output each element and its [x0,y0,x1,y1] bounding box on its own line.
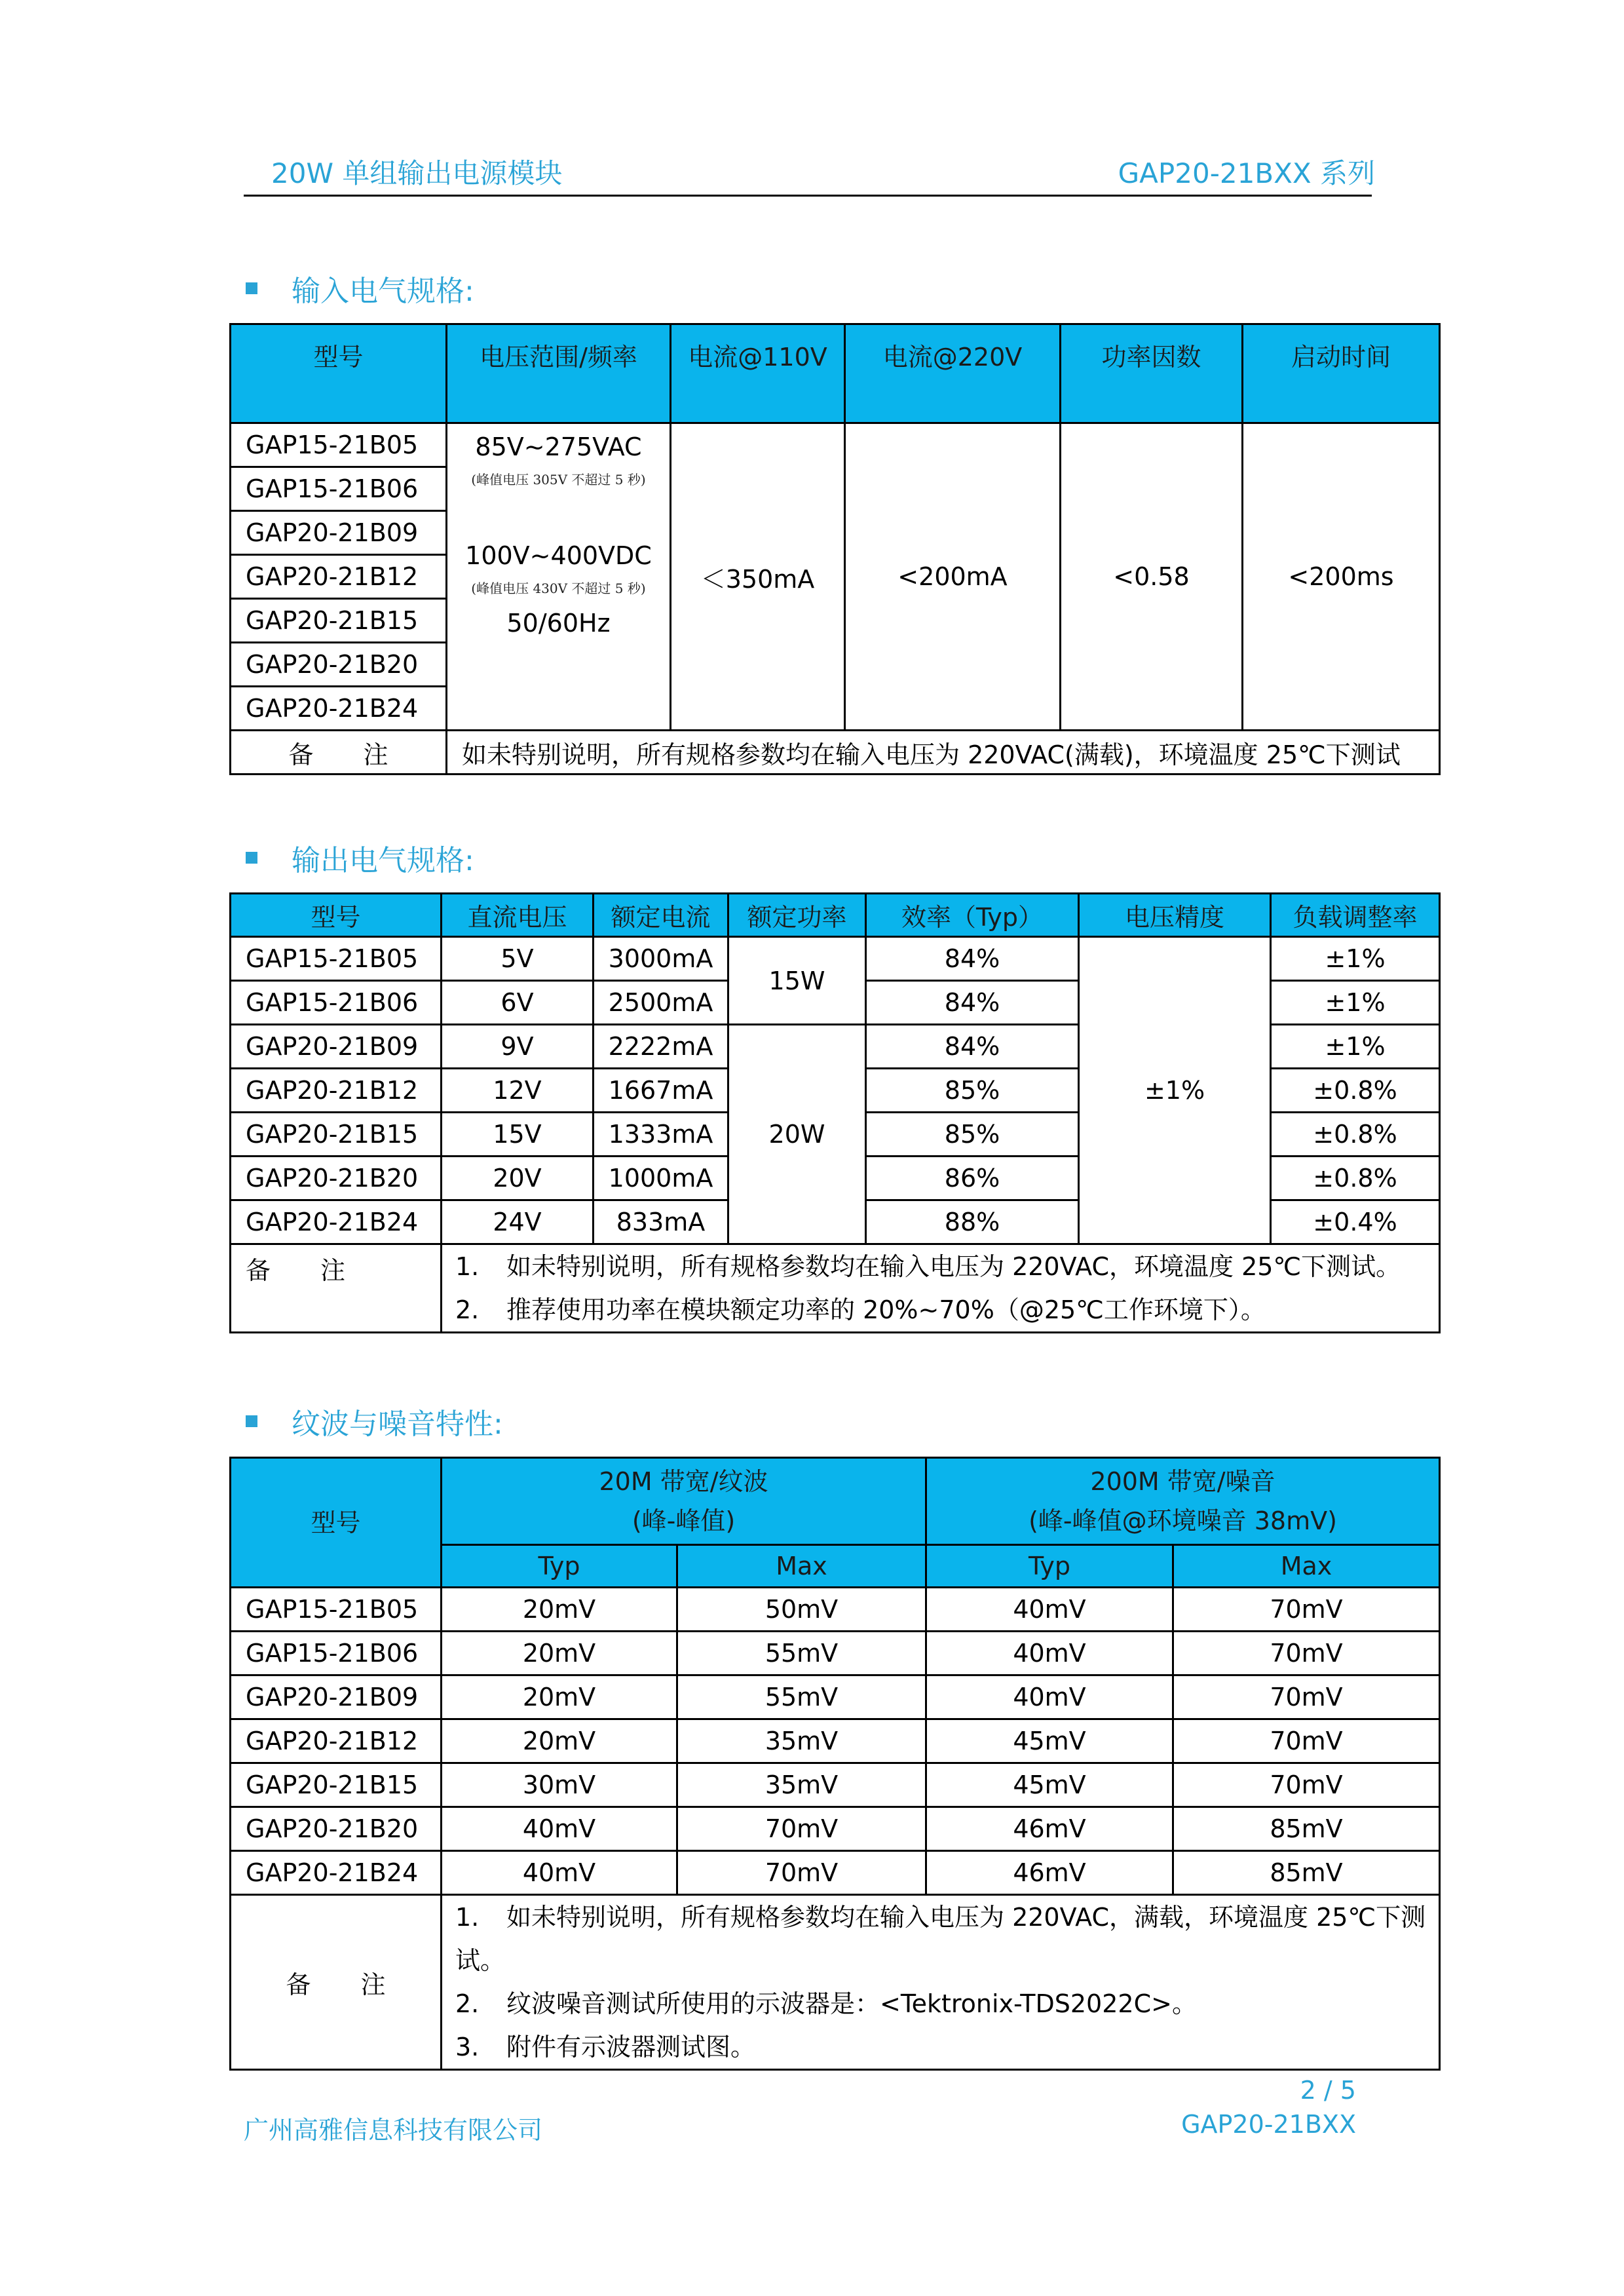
sub-header-noise-max: Max [1173,1545,1440,1588]
ripple-max-cell: 55mV [677,1632,926,1675]
voltage-cell: 5V [442,937,594,981]
remark-list: 1. 如未特别说明，所有规格参数均在输入电压为 220VAC，满载，环境温度 25℃下测试。 2. 纹波噪音测试所使用的示波器是：<Tektronix-TDS2022C>。 3. 附件有示波器测试图。 [442,1895,1440,2070]
model-cell: GAP20-21B15 [231,1113,442,1157]
current-cell: 3000mA [594,937,728,981]
noise-typ-cell: 40mV [926,1588,1173,1632]
voltage-accuracy-cell: ±1% [1079,937,1271,1244]
table-row [231,1763,1440,1807]
remark-item: 如未特别说明，所有规格参数均在输入电压为 220VAC，满载，环境温度 25℃下测试。 [455,1903,1426,1975]
noise-typ-cell: 46mV [926,1807,1173,1851]
efficiency-cell: 86% [866,1157,1079,1200]
col-header-model: 型号 [231,894,442,937]
model-cell: GAP20-21B12 [231,1719,442,1763]
ripple-max-cell: 70mV [677,1851,926,1895]
footer-page-number: 2 / 5 [1300,2076,1356,2105]
current-cell: 833mA [594,1200,728,1244]
model-cell: GAP15-21B05 [231,937,442,981]
model-cell: GAP15-21B05 [231,423,447,467]
col-header-voltage-accuracy: 电压精度 [1079,894,1271,937]
load-reg-cell: ±1% [1271,937,1440,981]
section-ripple-title [246,1400,503,1442]
efficiency-cell: 84% [866,1025,1079,1069]
voltage-dc-note: (峰值电压 430V 不超过 5 秒) [471,581,646,596]
startup-time-cell: <200ms [1243,423,1440,731]
col-header-rated-power: 额定功率 [728,894,866,937]
remark-label: 备 注 [231,1244,442,1333]
footer-company: 广州高雅信息科技有限公司 [244,2116,543,2145]
model-cell: GAP20-21B12 [231,555,447,599]
col-header-noise: 200M 带宽/噪音 (峰-峰值@环境噪音 38mV) [926,1458,1440,1545]
load-reg-cell: ±1% [1271,1025,1440,1069]
load-reg-cell: ±0.8% [1271,1157,1440,1200]
voltage-cell: 20V [442,1157,594,1200]
noise-typ-cell: 40mV [926,1675,1173,1719]
current-cell: 1667mA [594,1069,728,1113]
remark-item: 附件有示波器测试图。 [506,2033,756,2061]
footer-model: GAP20-21BXX [1181,2110,1356,2139]
voltage-cell: 6V [442,981,594,1025]
efficiency-cell: 85% [866,1113,1079,1157]
col-header-load-regulation: 负载调整率 [1271,894,1440,937]
col-header-dc-voltage: 直流电压 [442,894,594,937]
load-reg-cell: ±1% [1271,981,1440,1025]
ripple-typ-cell: 20mV [442,1719,677,1763]
model-cell: GAP20-21B12 [231,1069,442,1113]
model-cell: GAP20-21B24 [231,1200,442,1244]
table-row [231,1807,1440,1851]
col-header-current-110: 电流@110V [671,324,845,423]
col-header-voltage-range: 电压范围/频率 [447,324,671,423]
col-header-model: 型号 [231,324,447,423]
col-header-model: 型号 [231,1458,442,1588]
ripple-typ-cell: 40mV [442,1851,677,1895]
model-cell: GAP15-21B06 [231,981,442,1025]
model-cell: GAP20-21B20 [231,1157,442,1200]
model-cell: GAP20-21B20 [231,1807,442,1851]
noise-max-cell: 70mV [1173,1763,1440,1807]
col-header-startup-time: 启动时间 [1243,324,1440,423]
table-row [231,937,1440,981]
voltage-cell: 9V [442,1025,594,1069]
efficiency-cell: 84% [866,981,1079,1025]
model-cell: GAP20-21B15 [231,1763,442,1807]
model-cell: GAP20-21B24 [231,687,447,731]
remark-label: 备 注 [231,1895,442,2070]
header-right-title: GAP20-21BXX 系列 [1118,157,1375,189]
header-left-title: 20W 单组输出电源模块 [271,157,563,189]
square-bullet-icon [246,852,257,864]
ripple-typ-cell: 20mV [442,1588,677,1632]
table-row [231,1851,1440,1895]
model-cell: GAP20-21B24 [231,1851,442,1895]
current-220-cell: <200mA [845,423,1061,731]
model-cell: GAP15-21B06 [231,1632,442,1675]
noise-max-cell: 70mV [1173,1588,1440,1632]
header-rule [244,195,1372,197]
power-factor-cell: <0.58 [1061,423,1243,731]
voltage-cell: 12V [442,1069,594,1113]
input-spec-table [229,323,1441,775]
model-cell: GAP20-21B09 [231,511,447,555]
output-spec-table [229,892,1441,1333]
ripple-noise-table [229,1457,1441,2071]
noise-typ-cell: 40mV [926,1632,1173,1675]
remark-label: 备 注 [231,731,447,775]
voltage-dc: 100V~400VDC [465,541,652,570]
voltage-cell: 24V [442,1200,594,1244]
col-header-current-220: 电流@220V [845,324,1061,423]
efficiency-cell: 84% [866,937,1079,981]
model-cell: GAP15-21B05 [231,1588,442,1632]
efficiency-cell: 88% [866,1200,1079,1244]
ripple-typ-cell: 20mV [442,1675,677,1719]
model-cell: GAP20-21B09 [231,1675,442,1719]
load-reg-cell: ±0.4% [1271,1200,1440,1244]
ripple-max-cell: 70mV [677,1807,926,1851]
section-output-title [246,837,474,879]
col-header-efficiency: 效率（Typ） [866,894,1079,937]
table-row [231,1675,1440,1719]
noise-max-cell: 85mV [1173,1851,1440,1895]
ripple-max-cell: 55mV [677,1675,926,1719]
sub-header-noise-typ: Typ [926,1545,1173,1588]
model-cell: GAP15-21B06 [231,467,447,511]
current-cell: 2222mA [594,1025,728,1069]
ripple-typ-cell: 20mV [442,1632,677,1675]
current-110-cell: ＜350mA [671,423,845,731]
frequency: 50/60Hz [506,609,611,638]
col-header-power-factor: 功率因数 [1061,324,1243,423]
noise-max-cell: 70mV [1173,1719,1440,1763]
voltage-range-cell [447,423,671,731]
square-bullet-icon [246,1415,257,1427]
table-row [231,1632,1440,1675]
efficiency-cell: 85% [866,1069,1079,1113]
current-cell: 1333mA [594,1113,728,1157]
load-reg-cell: ±0.8% [1271,1069,1440,1113]
load-reg-cell: ±0.8% [1271,1113,1440,1157]
voltage-cell: 15V [442,1113,594,1157]
model-cell: GAP20-21B15 [231,599,447,643]
noise-typ-cell: 45mV [926,1763,1173,1807]
noise-max-cell: 70mV [1173,1632,1440,1675]
ripple-max-cell: 35mV [677,1763,926,1807]
section-output-title-text: 输出电气规格: [292,844,474,877]
ripple-max-cell: 35mV [677,1719,926,1763]
section-input-title [246,267,474,309]
noise-max-cell: 70mV [1173,1675,1440,1719]
remark-item: 如未特别说明，所有规格参数均在输入电压为 220VAC，环境温度 25℃下测试。 [506,1252,1401,1281]
col-header-rated-current: 额定电流 [594,894,728,937]
ripple-typ-cell: 40mV [442,1807,677,1851]
current-cell: 1000mA [594,1157,728,1200]
remark-item: 推荐使用功率在模块额定功率的 20%~70%（@25℃工作环境下）。 [506,1295,1266,1324]
power-20w-cell: 20W [728,1025,866,1244]
table-row [231,1719,1440,1763]
power-15w-cell: 15W [728,937,866,1025]
section-ripple-title-text: 纹波与噪音特性: [292,1407,503,1441]
current-cell: 2500mA [594,981,728,1025]
ripple-typ-cell: 30mV [442,1763,677,1807]
voltage-ac: 85V~275VAC [475,432,642,461]
remark-item: 纹波噪音测试所使用的示波器是：<Tektronix-TDS2022C>。 [506,1989,1197,2018]
section-input-title-text: 输入电气规格: [292,275,474,308]
ripple-max-cell: 50mV [677,1588,926,1632]
remark-list: 1. 如未特别说明，所有规格参数均在输入电压为 220VAC，环境温度 25℃下测试。 2. 推荐使用功率在模块额定功率的 20%~70%（@25℃工作环境下）。 [442,1244,1440,1333]
noise-typ-cell: 46mV [926,1851,1173,1895]
sub-header-ripple-typ: Typ [442,1545,677,1588]
voltage-ac-note: (峰值电压 305V 不超过 5 秒) [471,472,646,488]
table-row [231,1588,1440,1632]
model-cell: GAP20-21B20 [231,643,447,687]
square-bullet-icon [246,282,257,294]
model-cell: GAP20-21B09 [231,1025,442,1069]
noise-max-cell: 85mV [1173,1807,1440,1851]
sub-header-ripple-max: Max [677,1545,926,1588]
remark-text: 如未特别说明，所有规格参数均在输入电压为 220VAC(满载)，环境温度 25℃下测试 [447,731,1440,775]
noise-typ-cell: 45mV [926,1719,1173,1763]
col-header-ripple: 20M 带宽/纹波 (峰-峰值) [442,1458,926,1545]
